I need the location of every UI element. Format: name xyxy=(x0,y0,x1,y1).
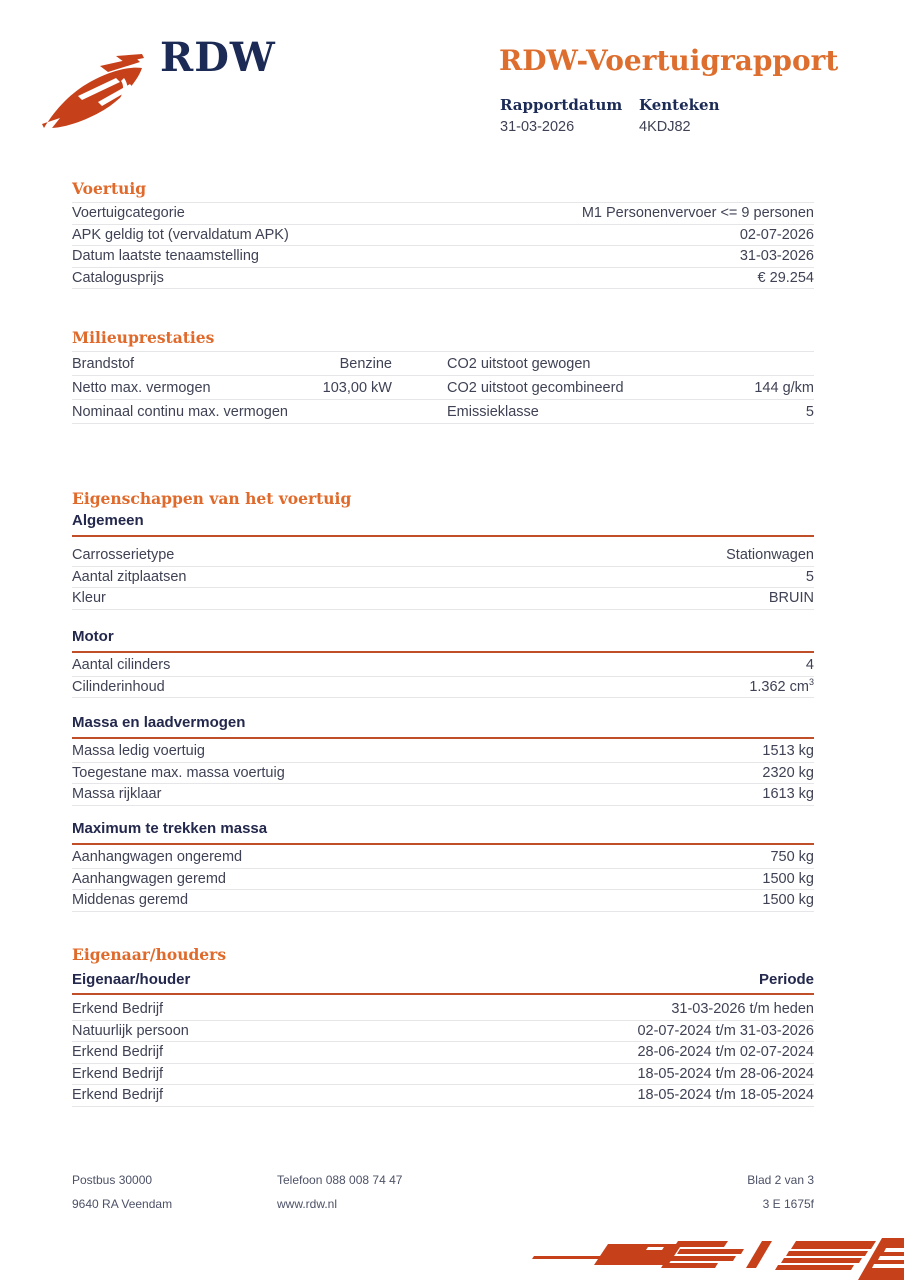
table-row xyxy=(72,847,814,869)
row-label: Emissieklasse xyxy=(447,403,539,420)
subsection-massa xyxy=(72,714,814,806)
row-value: 144 g/km xyxy=(754,379,814,396)
table-row xyxy=(72,1064,814,1086)
row-value: 5 xyxy=(805,568,814,585)
row-label: Kleur xyxy=(72,590,106,607)
license-plate-block xyxy=(639,96,778,135)
table-row xyxy=(72,741,814,763)
section-title: Voertuig xyxy=(72,179,147,198)
footer-postbus: Postbus 30000 xyxy=(72,1173,153,1187)
section-eigenaren xyxy=(72,946,814,1107)
algemeen-rows xyxy=(72,545,814,610)
row-value: 2320 kg xyxy=(762,764,814,781)
report-meta xyxy=(500,96,778,135)
owner-type: Erkend Bedrijf xyxy=(72,1065,164,1082)
section-milieuprestaties xyxy=(72,329,814,424)
footer-city: 9640 RA Veendam xyxy=(72,1197,173,1211)
footer-contact xyxy=(277,1170,597,1218)
row-label: Aanhangwagen geremd xyxy=(72,870,226,887)
section-title: Eigenschappen van het voertuig xyxy=(72,489,352,508)
row-label: CO2 uitstoot gewogen xyxy=(447,355,591,372)
row-label: Toegestane max. massa voertuig xyxy=(72,764,285,781)
row-value: BRUIN xyxy=(768,590,814,607)
page-title: RDW-Voertuigrapport xyxy=(499,44,839,77)
page-footer xyxy=(72,1170,814,1218)
report-date-value: 31-03-2026 xyxy=(500,119,575,135)
table-row xyxy=(72,545,814,567)
row-value: 1500 kg xyxy=(762,870,814,887)
owner-type: Erkend Bedrijf xyxy=(72,1087,164,1104)
row-value: M1 Personenvervoer <= 9 personen xyxy=(581,205,814,222)
row-value: Stationwagen xyxy=(726,547,814,564)
subsection-title: Maximum te trekken massa xyxy=(72,820,814,845)
footer-website: www.rdw.nl xyxy=(277,1197,338,1211)
subsection-title: Motor xyxy=(72,628,814,653)
row-value-base: 1.362 cm xyxy=(749,678,809,695)
license-plate-label: Kenteken xyxy=(639,96,720,114)
owner-period: 31-03-2026 t/m heden xyxy=(671,1001,814,1018)
motor-rows xyxy=(72,655,814,698)
owner-period: 28-06-2024 t/m 02-07-2024 xyxy=(637,1044,814,1061)
table-row xyxy=(72,1085,814,1107)
owner-period: 18-05-2024 t/m 28-06-2024 xyxy=(637,1065,814,1082)
table-row xyxy=(72,655,814,677)
row-label: Aantal cilinders xyxy=(72,657,171,674)
row-label: Aantal zitplaatsen xyxy=(72,568,187,585)
row-label: APK geldig tot (vervaldatum APK) xyxy=(72,226,289,243)
footer-address xyxy=(72,1170,277,1218)
row-label: Voertuigcategorie xyxy=(72,205,185,222)
row-label: CO2 uitstoot gecombineerd xyxy=(447,379,624,396)
table-row xyxy=(72,763,814,785)
row-label: Datum laatste tenaamstelling xyxy=(72,248,259,265)
row-value: € 29.254 xyxy=(757,269,814,286)
row-value: 5 xyxy=(805,403,814,420)
subsection-maxtrek xyxy=(72,820,814,912)
table-row xyxy=(72,890,814,912)
subsection-title: Algemeen xyxy=(72,512,814,537)
table-row xyxy=(72,246,814,268)
row-value: 1613 kg xyxy=(762,786,814,803)
row-label: Netto max. vermogen xyxy=(72,379,211,396)
row-value: 4 xyxy=(805,657,814,674)
table-row xyxy=(72,567,814,589)
row-label: Nominaal continu max. vermogen xyxy=(72,403,288,420)
row-value: 103,00 kW xyxy=(322,379,392,396)
row-label: Middenas geremd xyxy=(72,892,189,909)
section-voertuig xyxy=(72,180,814,289)
table-row xyxy=(72,869,814,891)
license-plate-value: 4KDJ82 xyxy=(639,119,691,135)
footer-pageinfo xyxy=(597,1170,814,1218)
row-value: 02-07-2026 xyxy=(739,226,814,243)
row-label: Catalogusprijs xyxy=(72,269,164,286)
rdw-logo-wordmark: RDW xyxy=(160,34,276,81)
row-value: 31-03-2026 xyxy=(739,248,814,265)
section-title: Milieuprestaties xyxy=(72,328,215,347)
owner-type: Erkend Bedrijf xyxy=(72,1044,164,1061)
owner-type: Natuurlijk persoon xyxy=(72,1022,189,1039)
report-date-label: Rapportdatum xyxy=(500,96,623,114)
row-label: Massa rijklaar xyxy=(72,786,162,803)
milieu-rows xyxy=(72,351,814,424)
row-value: 750 kg xyxy=(770,849,814,866)
subsection-motor xyxy=(72,628,814,698)
footer-doc-code: 3 E 1675f xyxy=(762,1197,814,1211)
subsection-algemeen xyxy=(72,512,814,610)
voertuig-rows xyxy=(72,202,814,289)
rdw-feather-logo-icon xyxy=(38,54,150,140)
table-row xyxy=(72,588,814,610)
table-row xyxy=(72,268,814,290)
table-row xyxy=(72,1042,814,1064)
column-header-owner: Eigenaar/houder xyxy=(72,971,191,988)
row-value-superscript: 3 xyxy=(808,676,814,687)
footer-phone: Telefoon 088 008 74 47 xyxy=(277,1173,403,1187)
table-row xyxy=(72,376,814,400)
maxtrek-rows xyxy=(72,847,814,912)
column-header-period: Periode xyxy=(758,971,814,988)
row-label: Cilinderinhoud xyxy=(72,678,165,695)
section-eigenschappen-heading xyxy=(72,490,814,508)
section-title: Eigenaar/houders xyxy=(72,945,227,964)
row-label: Carrosserietype xyxy=(72,547,175,564)
row-value: Benzine xyxy=(339,355,392,372)
table-row xyxy=(72,999,814,1021)
table-row xyxy=(72,677,814,699)
row-label: Massa ledig voertuig xyxy=(72,743,205,760)
subsection-title: Massa en laadvermogen xyxy=(72,714,814,739)
owners-table-header xyxy=(72,971,814,995)
owner-period: 18-05-2024 t/m 18-05-2024 xyxy=(637,1087,814,1104)
row-value: 1500 kg xyxy=(762,892,814,909)
row-value: 1513 kg xyxy=(762,743,814,760)
table-row xyxy=(72,225,814,247)
row-label: Brandstof xyxy=(72,355,135,372)
row-label: Aanhangwagen ongeremd xyxy=(72,849,243,866)
speed-stripes-icon xyxy=(500,1234,904,1280)
owners-rows xyxy=(72,999,814,1107)
owner-type: Erkend Bedrijf xyxy=(72,1001,164,1018)
owner-period: 02-07-2024 t/m 31-03-2026 xyxy=(637,1022,814,1039)
report-date-block xyxy=(500,96,639,135)
massa-rows xyxy=(72,741,814,806)
table-row xyxy=(72,203,814,225)
table-row xyxy=(72,400,814,424)
table-row xyxy=(72,784,814,806)
table-row xyxy=(72,352,814,376)
footer-page-indicator: Blad 2 van 3 xyxy=(747,1173,814,1187)
row-value xyxy=(749,676,814,695)
table-row xyxy=(72,1021,814,1043)
